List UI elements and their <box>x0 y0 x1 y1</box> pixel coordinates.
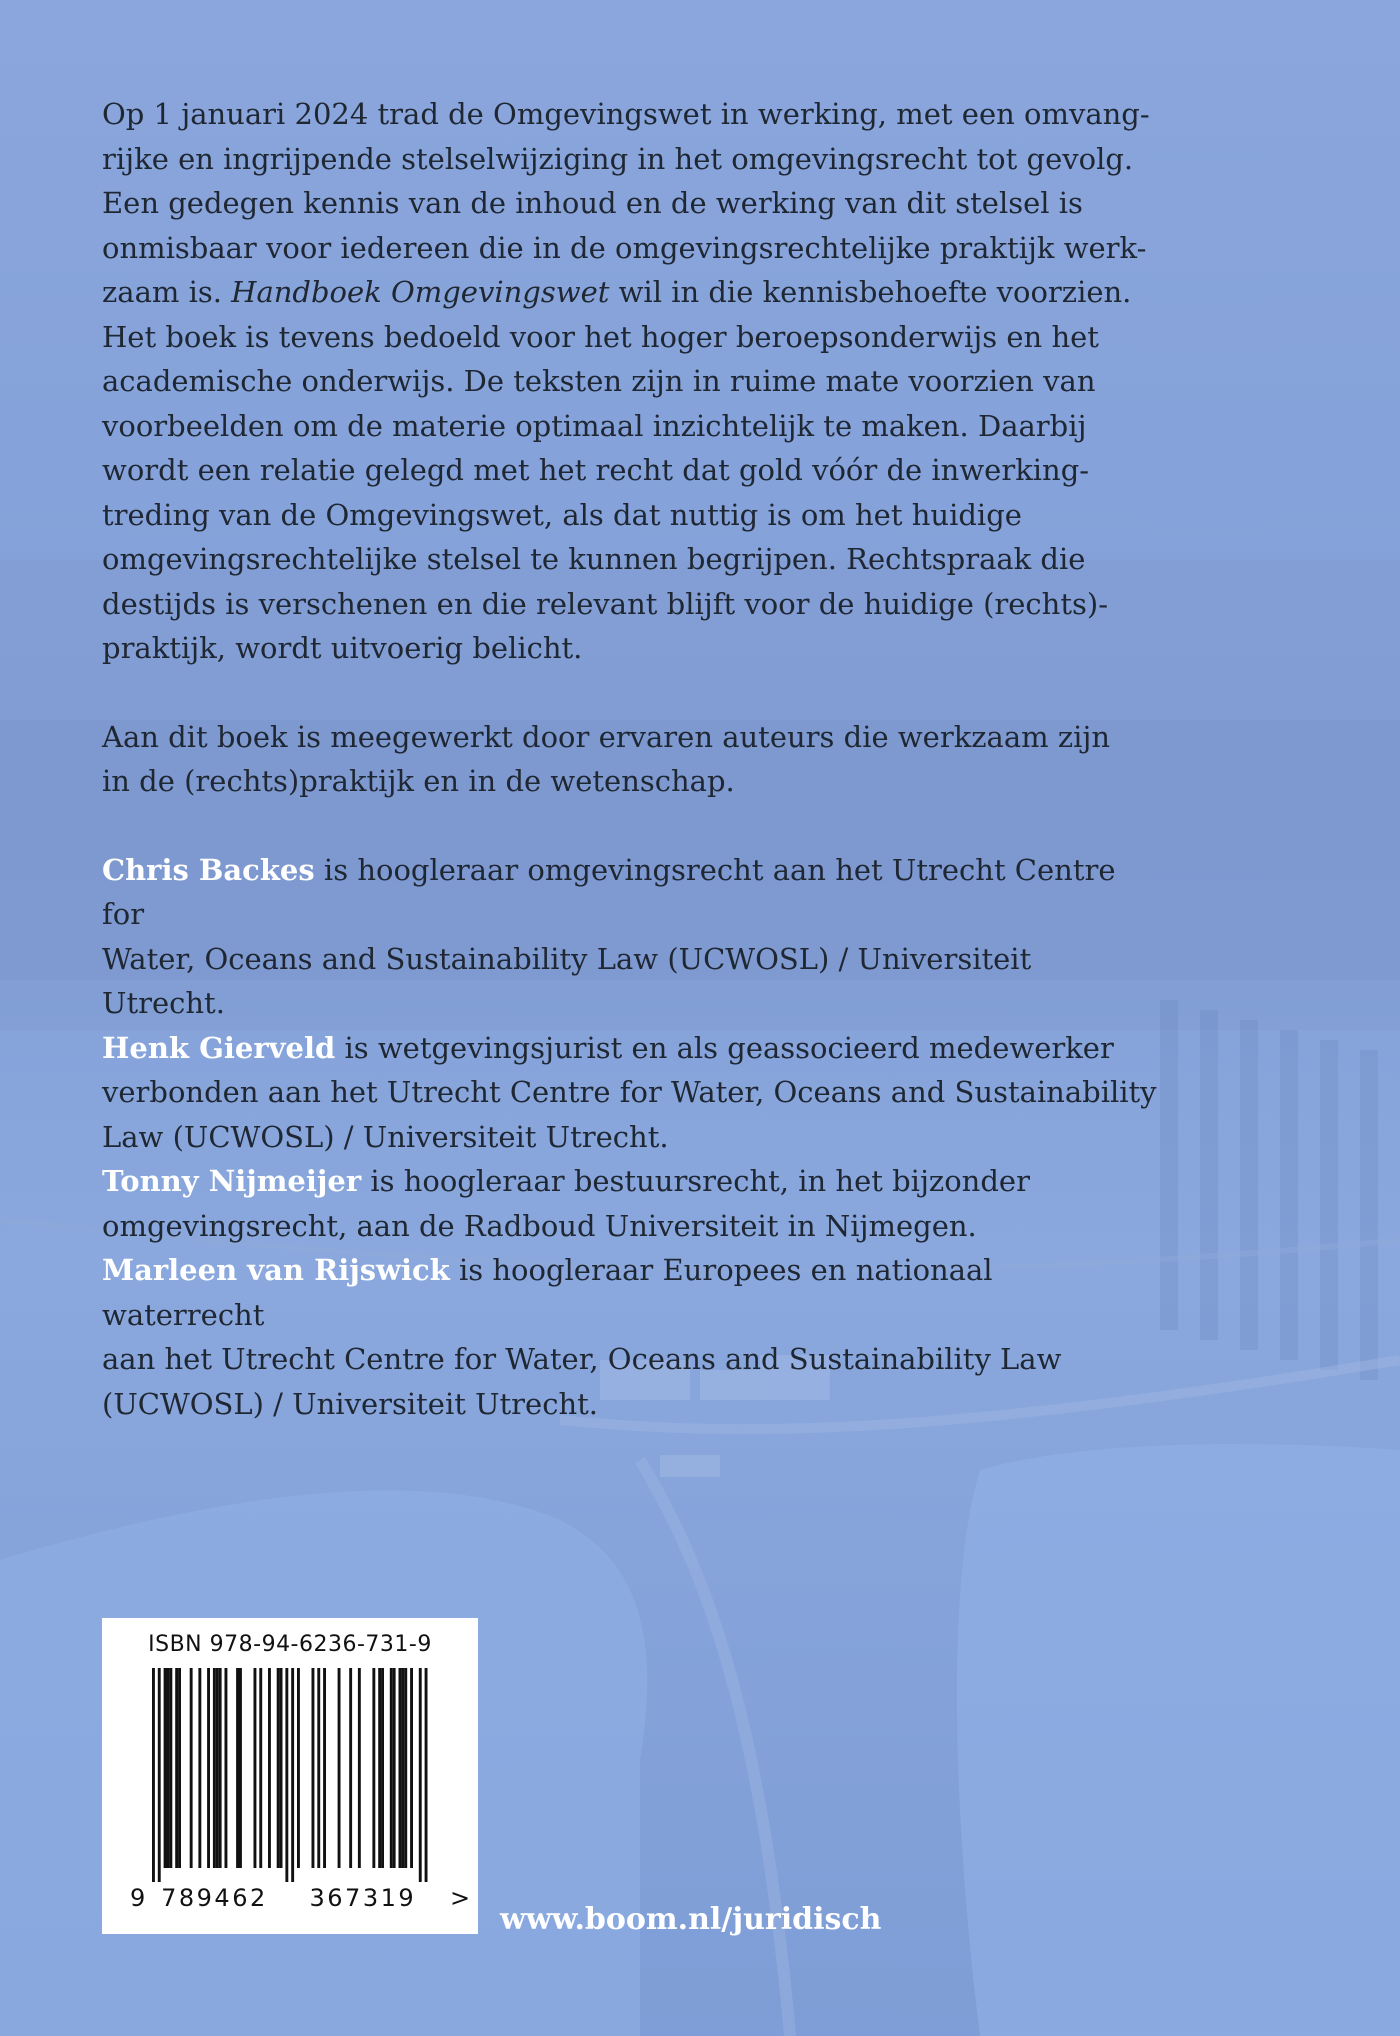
author-bio: Marleen van Rijswick is hoogleraar Europees en nationaal waterrecht aan het Utrecht Centre for Water, Oceans and Sustainability Law (UCWOSL) / Universiteit Utrecht. <box>102 1253 1062 1421</box>
contributors-intro: Aan dit boek is meegewerkt door ervaren auteurs die werkzaam zijn in de (rechts)praktijk en in de wetenschap. <box>102 719 1111 798</box>
isbn-barcode <box>102 1618 478 1934</box>
barcode-bar <box>236 1668 239 1868</box>
isbn-label: ISBN 978-94-6236-731-9 <box>148 1632 432 1657</box>
barcode-bar <box>169 1668 172 1868</box>
barcode-bar <box>277 1668 280 1868</box>
author-bio: Henk Gierveld is wetgevingsjurist en als geassocieerd medewerker verbonden aan het Utrecht Centre for Water, Oceans and Sustainability Law (UCWOSL) / Universiteit Utrecht. <box>102 1030 1157 1154</box>
book-title-italic: Handboek Omgevingswet <box>231 275 610 309</box>
barcode-digits-right: 367319 <box>309 1884 417 1912</box>
barcode-bar <box>349 1668 352 1868</box>
book-description: Op 1 januari 2024 trad de Omgevingswet in werking, met een omvang- rijke en ingrijpende stelselwijziging in het omgevingsrecht tot gevolg. Een gedegen kennis van de inhoud en de werking van dit stelsel is onmisbaar voor iedereen die in de omgevingsrechtelijke praktijk werk- zaam is. Handboek Omgevingswet wil in die kennisbehoefte voorzien. Het boek is tevens bedoeld voor het hoger beroepsonderwijs en het academische onderwijs. De teksten zijn in ruime mate voorzien van voorbeelden om de materie optimaal inzichtelijk te maken. Daarbij wordt een relatie gelegd met het recht dat gold vóór de inwerking- treding van de Omgevingswet, als dat nuttig is om het huidige omgevingsrechtelijke stelsel te kunnen begrijpen. Rechtspraak die destijds is verschenen en die relevant blijft voor de huidige (rechts)- praktijk, wordt uitvoerig belicht. <box>102 97 1150 665</box>
barcode-bar <box>291 1668 294 1882</box>
barcode-digits-left: 789462 <box>161 1884 268 1912</box>
barcode-bar <box>219 1668 222 1868</box>
barcode-bar <box>178 1668 181 1868</box>
author-bio: Chris Backes is hoogleraar omgevingsrecht aan het Utrecht Centre for Water, Oceans and Sustainability Law (UCWOSL) / Universiteit Utrecht. <box>102 852 1116 1020</box>
barcode-bar <box>239 1668 242 1868</box>
barcode-bar <box>164 1668 167 1868</box>
barcode-bar <box>317 1668 320 1868</box>
barcode-bar <box>225 1668 228 1868</box>
barcode-bar <box>207 1668 210 1868</box>
barcode-bar <box>268 1668 271 1868</box>
author-name: Chris Backes <box>102 852 315 887</box>
barcode-digit-first: 9 <box>130 1884 146 1912</box>
barcode-bar <box>167 1668 170 1868</box>
barcode-bar <box>378 1668 381 1868</box>
barcode-bar <box>381 1668 384 1868</box>
author-name: Henk Gierveld <box>102 1030 336 1065</box>
barcode-bar <box>259 1668 262 1868</box>
barcode-bar <box>393 1668 396 1868</box>
barcode-bar <box>175 1668 178 1868</box>
barcode-bar <box>254 1668 257 1868</box>
barcode-bar <box>297 1668 300 1868</box>
publisher-website[interactable]: www.boom.nl/juridisch <box>500 1902 882 1937</box>
barcode-bar <box>152 1668 155 1882</box>
barcode-bar <box>399 1668 402 1868</box>
barcode-bar <box>372 1668 375 1868</box>
barcode-bar <box>198 1668 201 1868</box>
barcode-bar <box>285 1668 288 1882</box>
barcode-bar <box>158 1668 161 1882</box>
barcode-bar <box>323 1668 326 1868</box>
barcode-digits <box>130 1884 470 1912</box>
author-bios <box>102 848 1162 1427</box>
barcode-bars <box>102 1668 478 1894</box>
barcode-bar <box>190 1668 193 1868</box>
barcode-bar <box>419 1668 422 1882</box>
barcode-bar <box>216 1668 219 1868</box>
author-name: Tonny Nijmeijer <box>102 1164 362 1198</box>
barcode-quiet-zone-marker: > <box>449 1884 471 1912</box>
back-cover-text <box>102 92 1162 1426</box>
barcode-bar <box>425 1668 428 1882</box>
barcode-bar <box>410 1668 413 1868</box>
author-bio: Tonny Nijmeijer is hoogleraar bestuursrecht, in het bijzonder omgevingsrecht, aan de Radboud Universiteit in Nijmegen. <box>102 1164 1030 1243</box>
barcode-bar <box>213 1668 216 1868</box>
barcode-bar <box>358 1668 361 1868</box>
author-name: Marleen van Rijswick <box>102 1253 450 1287</box>
barcode-bar <box>401 1668 404 1868</box>
barcode-bar <box>312 1668 315 1868</box>
barcode-bar <box>280 1668 283 1868</box>
barcode-bar <box>338 1668 341 1868</box>
barcode-bar <box>390 1668 393 1868</box>
barcode-bar <box>404 1668 407 1868</box>
